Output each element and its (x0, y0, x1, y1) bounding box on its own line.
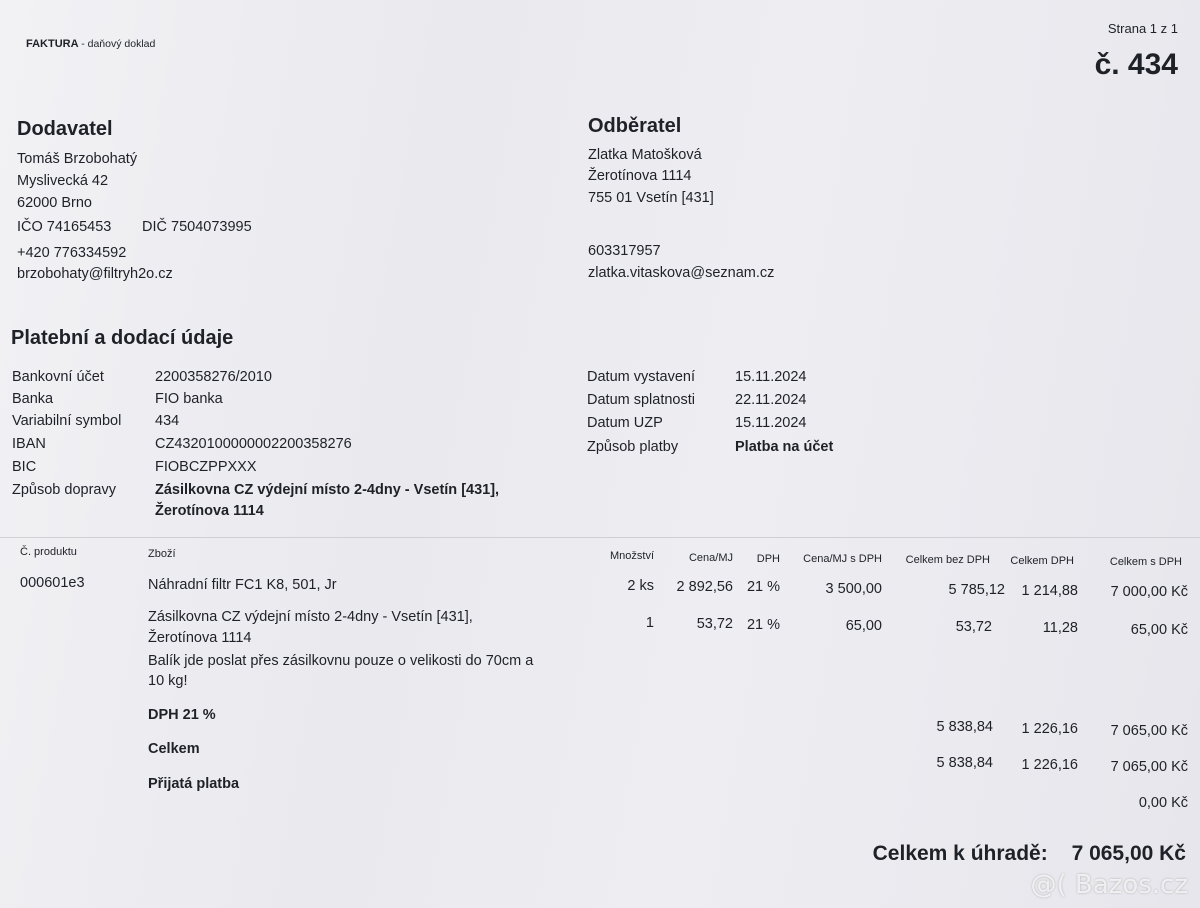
shipping-value: Zásilkovna CZ výdejní místo 2-4dny - Vsetín [431], (155, 482, 500, 498)
iban-label: IBAN (12, 436, 46, 452)
row2-note: Balík jde poslat přes zásilkovnu pouze o velikosti do 70cm a (148, 653, 534, 669)
row1-total: 7 000,00 Kč (1110, 584, 1188, 600)
issue-date-value: 15.11.2024 (735, 369, 807, 385)
bic-label: BIC (12, 459, 37, 475)
table-row (0, 573, 1200, 603)
supplier-city: 62000 Brno (17, 195, 92, 211)
row1-price: 2 892,56 (676, 579, 733, 595)
customer-phone: 603317957 (588, 243, 661, 259)
col-total-novat: Celkem bez DPH (905, 554, 990, 566)
supplier-ico: IČO 74165453 (17, 219, 112, 235)
doc-subtype: - daňový doklad (81, 38, 156, 50)
row1-code: 000601e3 (20, 575, 85, 591)
row2-total-novat: 53,72 (955, 619, 992, 635)
bic-value: FIOBCZPPXXX (155, 459, 257, 475)
col-price-vat: Cena/MJ s DPH (803, 553, 882, 565)
row1-item: Náhradní filtr FC1 K8, 501, Jr (148, 577, 337, 593)
issue-date-label: Datum vystavení (587, 369, 695, 385)
customer-heading: Odběratel (588, 115, 682, 137)
row2-item-line2: Žerotínova 1114 (148, 630, 252, 646)
doc-type (26, 38, 155, 50)
row1-total-novat: 5 785,12 (948, 582, 1005, 598)
bank-account-value: 2200358276/2010 (155, 369, 272, 385)
due-date-label: Datum splatnosti (587, 392, 695, 408)
table-row (0, 609, 1200, 689)
paid-label: Přijatá platba (148, 776, 240, 792)
customer-email: zlatka.vitaskova@seznam.cz (588, 265, 775, 281)
row2-total-vat: 11,28 (1042, 620, 1078, 636)
table-top-divider (0, 537, 1200, 538)
col-code: Č. produktu (20, 546, 77, 558)
page-indicator: Strana 1 z 1 (1107, 21, 1178, 36)
row2-qty: 1 (645, 615, 654, 631)
vat-summary-novat: 5 838,84 (936, 719, 993, 735)
col-qty: Množství (609, 550, 654, 562)
total-vat: 1 226,16 (1021, 757, 1078, 773)
iban-value: CZ4320100000002200358276 (155, 436, 352, 452)
customer-street: Žerotínova 1114 (588, 168, 692, 184)
supplier-street: Myslivecká 42 (17, 173, 109, 189)
bank-value: FIO banka (155, 391, 223, 407)
col-vat: DPH (756, 553, 780, 565)
supplier-email: brzobohaty@filtryh2o.cz (17, 266, 173, 282)
row2-price-vat: 65,00 (845, 618, 882, 634)
col-price: Cena/MJ (688, 552, 733, 564)
payment-method-value: Platba na účet (735, 439, 834, 455)
doc-type-label: FAKTURA (26, 38, 79, 50)
total-novat: 5 838,84 (936, 755, 993, 771)
bank-account-label: Bankovní účet (12, 369, 104, 385)
row2-item: Zásilkovna CZ výdejní místo 2-4dny - Vsetín [431], (148, 609, 473, 625)
supplier-name: Tomáš Brzobohatý (17, 151, 138, 167)
invoice-number: č. 434 (1094, 48, 1178, 81)
total-label: Celkem (148, 741, 200, 757)
row2-note-line2: 10 kg! (148, 673, 188, 689)
col-item: Zboží (148, 548, 176, 560)
total-total: 7 065,00 Kč (1110, 759, 1188, 775)
col-total: Celkem s DPH (1109, 556, 1182, 568)
amount-due-label: Celkem k úhradě: (872, 842, 1048, 865)
row2-total: 65,00 Kč (1130, 622, 1188, 638)
row2-vat: 21 % (746, 617, 780, 633)
row1-qty: 2 ks (627, 578, 654, 594)
amount-due-value: 7 065,00 Kč (1071, 842, 1186, 865)
amount-due (873, 842, 1186, 866)
row2-price: 53,72 (696, 616, 733, 632)
col-total-vat: Celkem DPH (1010, 555, 1074, 567)
customer-city: 755 01 Vsetín [431] (588, 190, 714, 206)
uzp-date-value: 15.11.2024 (735, 415, 807, 431)
variable-symbol-value: 434 (155, 413, 180, 429)
vat-summary-vat: 1 226,16 (1021, 721, 1078, 737)
supplier-phone: +420 776334592 (17, 245, 127, 261)
paid-value: 0,00 Kč (1138, 795, 1188, 811)
customer-name: Zlatka Matošková (588, 147, 702, 163)
uzp-date-label: Datum UZP (587, 415, 663, 431)
payment-heading: Platební a dodací údaje (11, 327, 234, 349)
supplier-heading: Dodavatel (17, 118, 113, 140)
row1-total-vat: 1 214,88 (1021, 583, 1078, 599)
watermark-logo: @( Bazos.cz (1030, 870, 1188, 900)
supplier-dic: DIČ 7504073995 (142, 219, 252, 235)
row1-vat: 21 % (746, 579, 780, 595)
due-date-value: 22.11.2024 (735, 392, 807, 408)
bank-label: Banka (12, 391, 54, 407)
shipping-value-line2: Žerotínova 1114 (155, 503, 264, 519)
row1-price-vat: 3 500,00 (825, 581, 882, 597)
table-header (0, 544, 1200, 574)
vat-summary-label: DPH 21 % (148, 707, 216, 723)
shipping-label: Způsob dopravy (12, 482, 116, 498)
variable-symbol-label: Variabilní symbol (12, 413, 122, 429)
payment-method-label: Způsob platby (587, 439, 679, 455)
vat-summary-total: 7 065,00 Kč (1110, 723, 1188, 739)
